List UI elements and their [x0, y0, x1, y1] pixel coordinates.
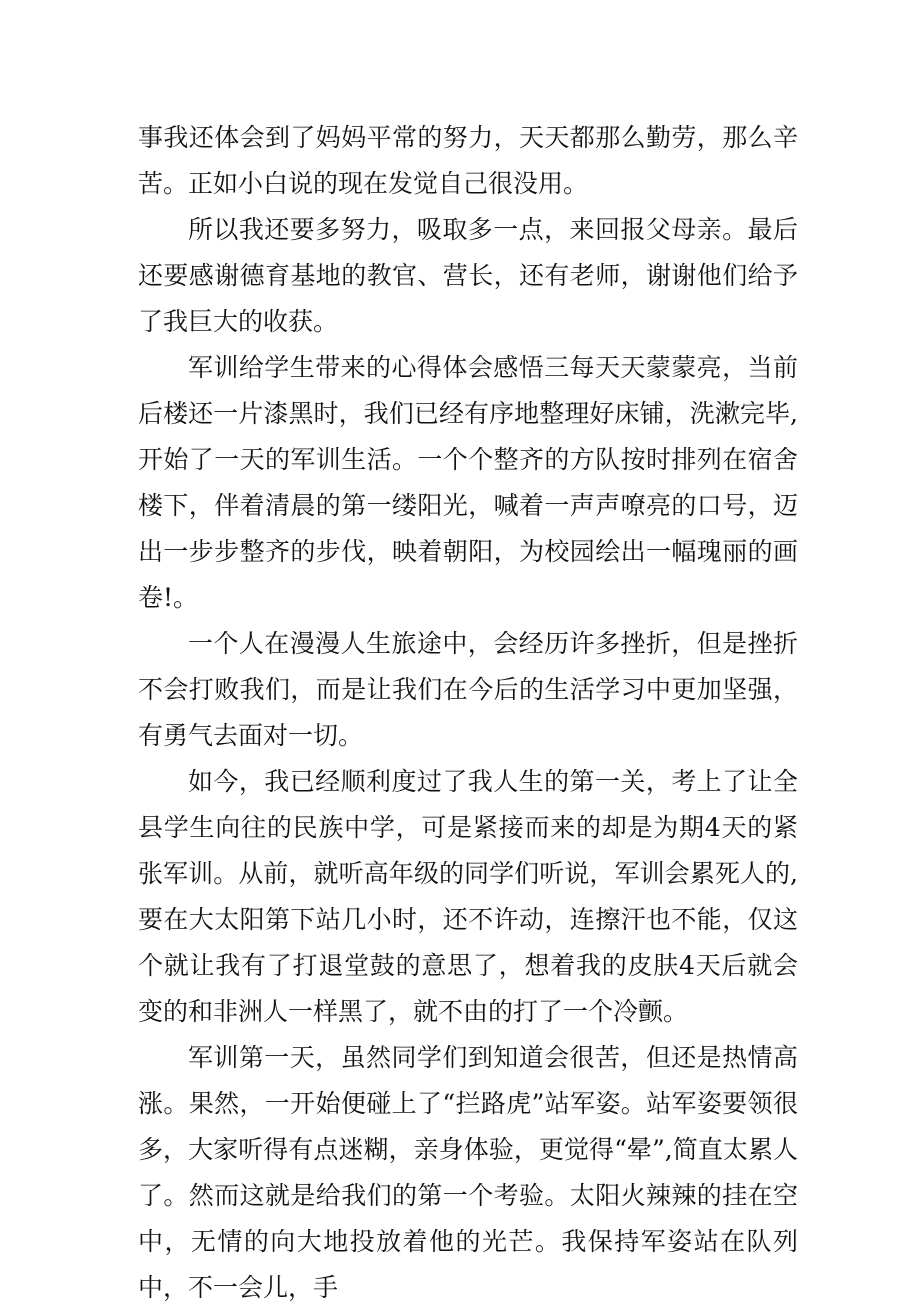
paragraph-2: 所以我还要多努力，吸取多一点，来回报父母亲。最后还要感谢德育基地的教官、营长，还有老师，谢谢他们给予了我巨大的收获。 — [138, 215, 798, 336]
paragraph-6: 军训第一天，虽然同学们到知道会很苦，但还是热情高涨。果然，一开始便碰上了“拦路虎”站军姿。站军姿要领很多，大家听得有点迷糊，亲身体验，更觉得“晕”,简直太累人了。然而这就是给我们的第一个考验。太阳火辣辣的挂在空中，无情的向大地投放着他的光芒。我保持军姿站在队列中，不一会儿，手 — [138, 1043, 798, 1302]
paragraph-3: 军训给学生带来的心得体会感悟三每天天蒙蒙亮，当前后楼还一片漆黑时，我们已经有序地整理好床铺，洗漱完毕,开始了一天的军训生活。一个个整齐的方队按时排列在宿舍楼下，伴着清晨的第一缕阳光，喊着一声声嘹亮的口号，迈出一步步整齐的步伐，映着朝阳，为校园绘出一幅瑰丽的画卷!。 — [138, 353, 798, 612]
paragraph-4: 一个人在漫漫人生旅途中，会经历许多挫折，但是挫折不会打败我们，而是让我们在今后的生活学习中更加坚强，有勇气去面对一切。 — [138, 629, 798, 750]
paragraph-5: 如今，我已经顺利度过了我人生的第一关，考上了让全县学生向往的民族中学，可是紧接而来的却是为期4天的紧张军训。从前，就听高年级的同学们听说，军训会累死人的,要在大太阳第下站几小时，还不许动，连擦汗也不能，仅这个就让我有了打退堂鼓的意思了，想着我的皮肤4天后就会变的和非洲人一样黑了，就不由的打了一个冷颤。 — [138, 767, 798, 1026]
body-text — [138, 115, 798, 1311]
paragraph-1: 事我还体会到了妈妈平常的努力，天天都那么勤劳，那么辛苦。正如小白说的现在发觉自己很没用。 — [138, 123, 798, 198]
